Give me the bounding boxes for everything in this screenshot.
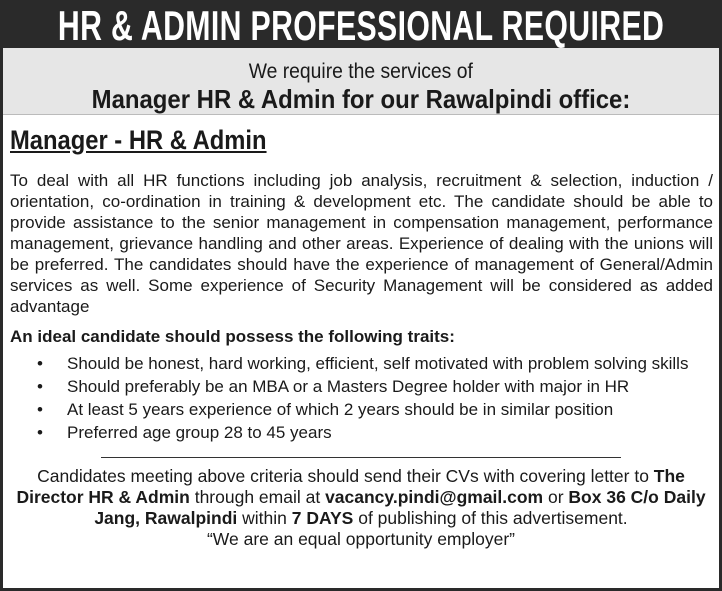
closing-text: through email at [189, 487, 326, 507]
closing-text: within [237, 508, 292, 528]
email-link[interactable]: vacancy.pindi@gmail.com [325, 487, 544, 507]
ad-title: HR & ADMIN PROFESSIONAL REQUIRED [57, 3, 665, 48]
closing-text: or [543, 487, 569, 507]
position-title: Manager - HR & Admin [10, 125, 267, 155]
trait-text: At least 5 years experience of which 2 years should be in similar position [67, 400, 614, 419]
title-band [3, 3, 719, 48]
closing-text: of publishing of this advertisement. [353, 508, 628, 528]
job-description: To deal with all HR functions including job analysis, recruitment & selection, induction / orientation, co-ordination in training & development etc. The candidate should be able to provide assistance to the senior management in compensation management, performance management, grievance handling and other areas. Experience of dealing with the unions will be preferred. The candidates should have the experience of management of General/Admin services as well. Some experience of Security Management will be considered as added advantage [10, 171, 713, 316]
trait-text: Should preferably be an MBA or a Masters Degree holder with major in HR [67, 377, 630, 396]
box-address: Box 36 C/o Daily Jang, Rawalpindi [94, 487, 706, 528]
divider [101, 457, 621, 458]
intro-band [3, 48, 719, 115]
recipient: The Director HR & Admin [16, 466, 685, 507]
bullet-icon: • [37, 377, 43, 396]
trait-text: Preferred age group 28 to 45 years [67, 423, 332, 442]
application-instructions [3, 466, 719, 550]
traits-heading: An ideal candidate should possess the following traits: [10, 327, 455, 346]
list-item [3, 422, 713, 443]
equal-opportunity-motto: “We are an equal opportunity employer” [206, 529, 516, 549]
traits-list [3, 353, 719, 443]
deadline: 7 DAYS [291, 508, 354, 528]
bullet-icon: • [37, 400, 43, 419]
trait-text: Should be honest, hard working, efficient, self motivated with problem solving skills [67, 354, 689, 373]
list-item [3, 399, 713, 420]
office-line: Manager HR & Admin for our Rawalpindi office: [91, 84, 631, 114]
list-item [3, 353, 713, 374]
intro-line: We require the services of [248, 60, 474, 83]
bullet-icon: • [37, 423, 43, 442]
list-item [3, 376, 713, 397]
bullet-icon: • [37, 354, 43, 373]
closing-text: Candidates meeting above criteria should send their CVs with covering letter to [37, 466, 654, 486]
